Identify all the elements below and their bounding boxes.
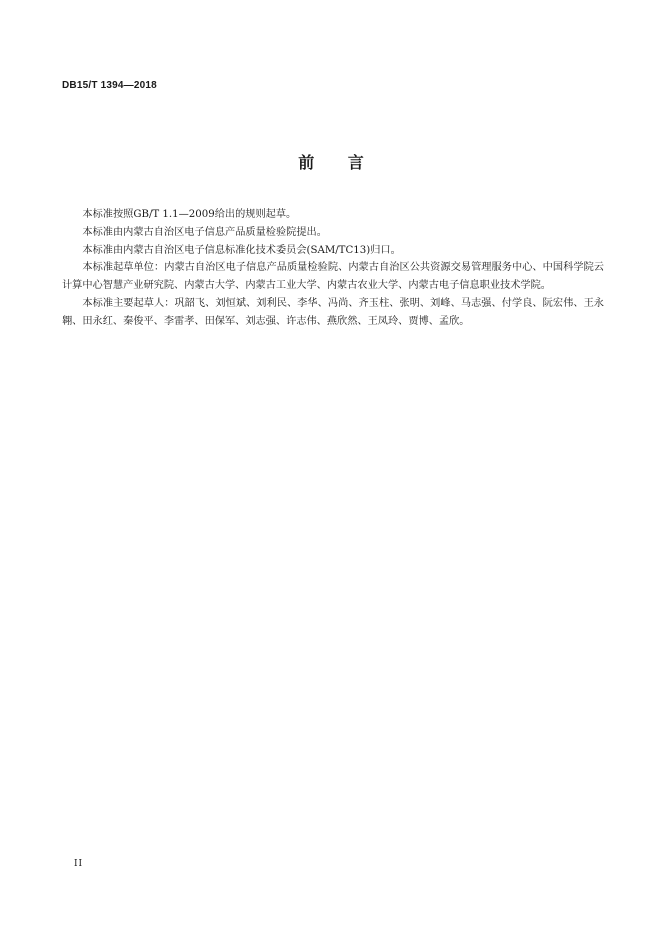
- paragraph-committee: 本标准由内蒙古自治区电子信息标准化技术委员会(SAM/TC13)归口。: [82, 244, 401, 256]
- paragraph-drafters: 本标准主要起草人：巩韶飞、刘恒斌、刘利民、李华、冯尚、齐玉柱、张明、刘峰、马志强、付学良、阮宏伟、王永翱、田永红、秦俊平、李雷孝、田保军、刘志强、许志伟、燕欣然、王凤玲、贾博、孟欣。: [62, 297, 604, 327]
- page-number: II: [74, 859, 84, 869]
- standard-code: DB15/T 1394—2018: [62, 80, 157, 91]
- page-title: 前 言: [298, 153, 378, 172]
- paragraph-proposer: 本标准由内蒙古自治区电子信息产品质量检验院提出。: [82, 226, 327, 238]
- paragraph-drafting-rules: 本标准按照GB/T 1.1—2009给出的规则起草。: [82, 209, 297, 220]
- foreword-body: [62, 206, 604, 331]
- paragraph-drafting-units: 本标准起草单位：内蒙古自治区电子信息产品质量检验院、内蒙古自治区公共资源交易管理服务中心、中国科学院云计算中心智慧产业研究院、内蒙古大学、内蒙古工业大学、内蒙古农业大学、内蒙古电子信息职业技术学院。: [62, 262, 604, 292]
